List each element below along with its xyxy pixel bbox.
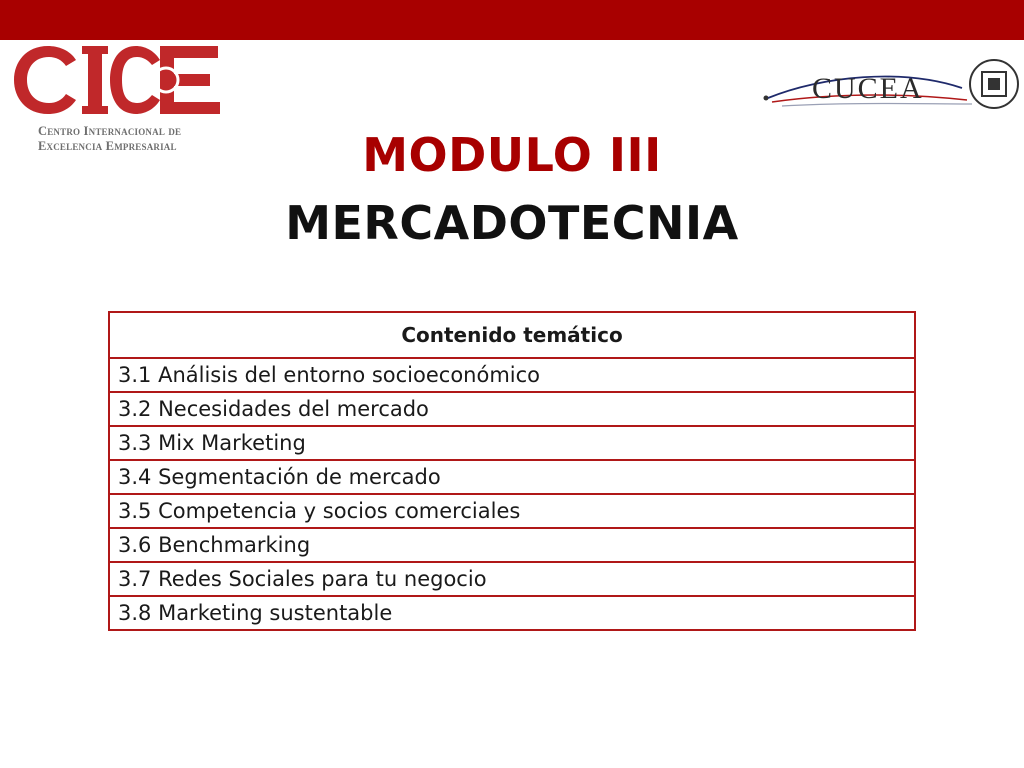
table-cell: 3.4 Segmentación de mercado: [109, 460, 915, 494]
table-cell: 3.8 Marketing sustentable: [109, 596, 915, 630]
ciee-caption-line2: Excelencia Empresarial: [38, 139, 177, 153]
top-bar: [0, 0, 1024, 40]
table-header-row: [109, 312, 915, 358]
ciee-caption-line1: Centro Internacional de: [38, 124, 182, 138]
table-row: [109, 426, 915, 460]
table-row: [109, 460, 915, 494]
table-row: [109, 358, 915, 392]
table-cell: 3.6 Benchmarking: [109, 528, 915, 562]
content-table: [108, 311, 916, 631]
table-cell: 3.2 Necesidades del mercado: [109, 392, 915, 426]
table-row: [109, 494, 915, 528]
table-cell: 3.7 Redes Sociales para tu negocio: [109, 562, 915, 596]
cucea-logo-text: CUCEA: [812, 72, 924, 105]
table-cell: 3.1 Análisis del entorno socioeconómico: [109, 358, 915, 392]
table-header: Contenido temático: [109, 312, 915, 358]
module-title: MODULO III: [362, 128, 662, 182]
table-cell: 3.5 Competencia y socios comerciales: [109, 494, 915, 528]
table-row: [109, 562, 915, 596]
table-row: [109, 528, 915, 562]
table-cell: 3.3 Mix Marketing: [109, 426, 915, 460]
module-subtitle: MERCADOTECNIA: [285, 196, 739, 250]
table-row: [109, 392, 915, 426]
table-row: [109, 596, 915, 630]
cucea-logo: [762, 58, 1020, 118]
